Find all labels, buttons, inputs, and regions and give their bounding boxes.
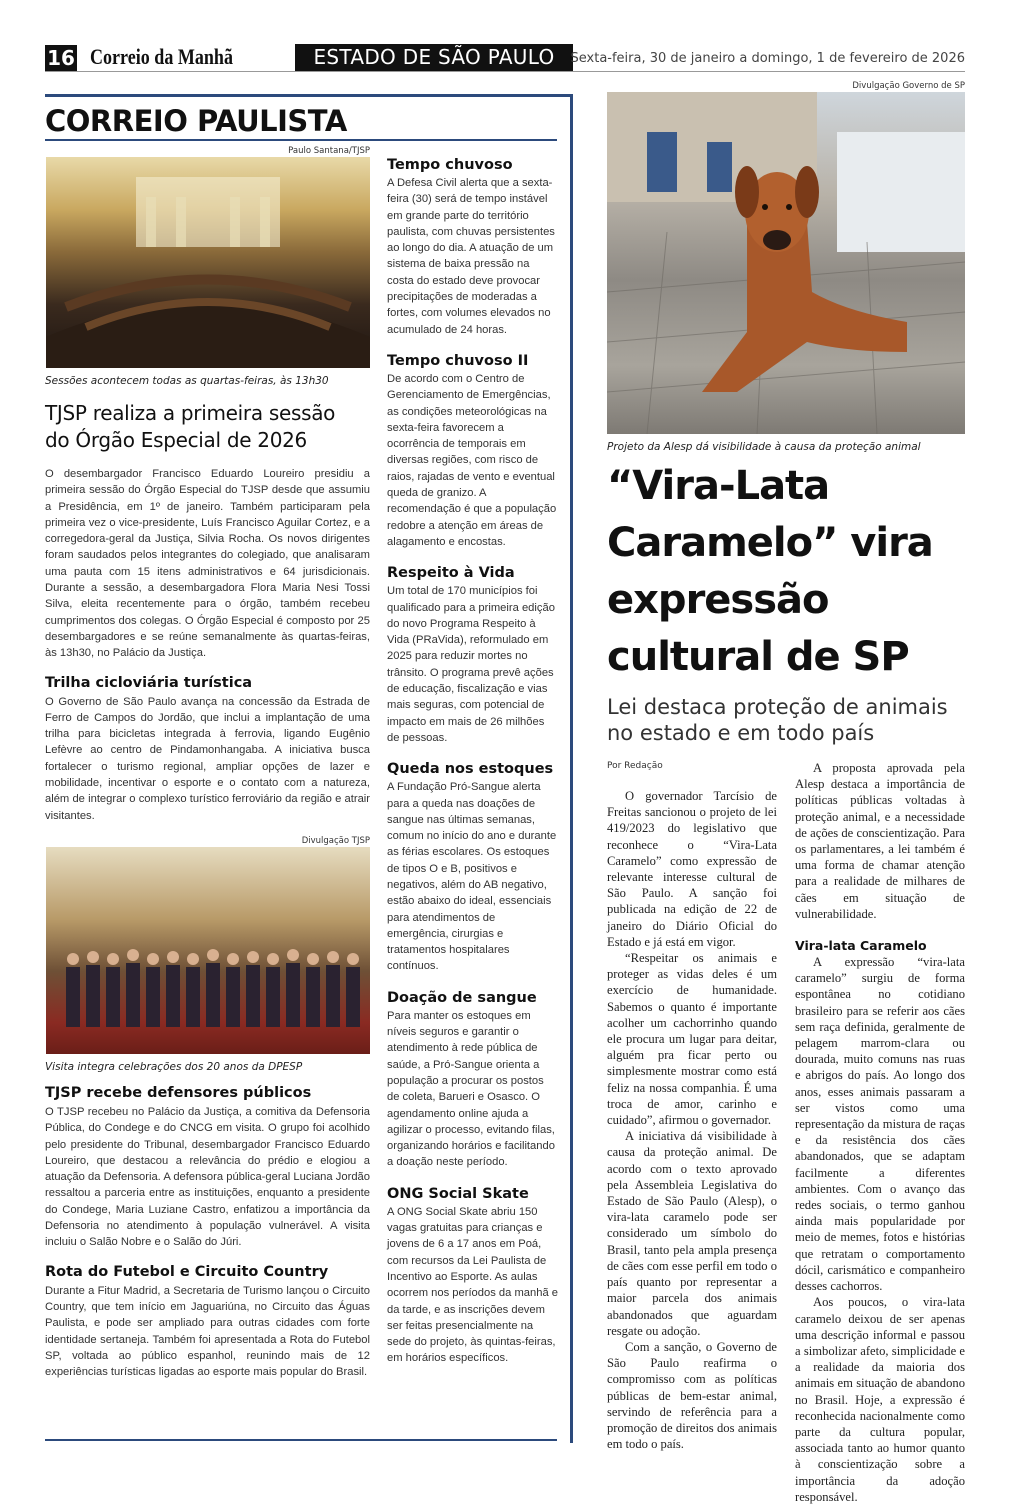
briefs-column <box>387 156 559 1367</box>
photo-caption: Projeto da Alesp dá visibilidade à causa da proteção animal <box>607 441 921 453</box>
photo-credit: Paulo Santana/TJSP <box>288 146 370 156</box>
page-number: 16 <box>45 45 77 71</box>
brief-body: O TJSP recebeu no Palácio da Justiça, a comitiva da Defensoria Pública, do Condege e do CNCG em visita. O grupo foi acolhido pelo presidente do Tribunal, desembargador Francisco Eduardo Loureiro, que destacou a relevância do prédio e elogiou a atuação da Defensoria. A defensora pública-geral Luciana Jordão ressaltou a parceria entre as instituições, enquanto a presidente do Condege, Maria Luziane Castro, enfatizou a importância da Defensoria no atendimento à população vulnerável. A visita incluiu o Salão Nobre e o Salão do Júri. <box>45 1105 370 1249</box>
brief-title: ONG Social Skate <box>387 1185 529 1202</box>
photo-caption: Sessões acontecem todas as quartas-feiras, às 13h30 <box>45 375 329 387</box>
article-paragraph: A expressão “vira-lata caramelo” surgiu de forma espontânea no cotidiano brasileiro para se referir aos cães sem raça definida, geralmente de pelagem marrom-clara ou dourada, muito comuns nas ruas e abrigos do país. Ao longo dos anos, esses animais passaram a ser vistos como uma representação da mistura de raças e da resistência dos cães abandonados, que se adaptam facilmente a diferentes ambientes. Com o avanço das redes sociais, o termo ganhou ainda mais popularidade por meio de memes, fotos e histórias que retratam o comportamento dócil, carismático e companheiro desses cachorros. <box>795 955 965 1294</box>
article-paragraph: Com a sanção, o Governo de São Paulo reafirma o compromisso com as políticas públicas de bem-estar animal, servindo de referência para a promoção de direitos dos animais em todo o país. <box>607 1339 777 1452</box>
brief-body: O Governo de São Paulo avança na concessão da Estrada de Ferro de Campos do Jordão, que inclui a implantação de uma trilha para bicicletas integrada à ferrovia, ligando Eugênio Lefèvre ao centro de Pindamonhangaba. A iniciativa busca fortalecer o turismo regional, ampliar opções de lazer e mobilidade, incentivar o esporte e o contato com a natureza, além de integrar o complexo turístico ferroviário da região e atrair visitantes. <box>45 695 370 822</box>
main-headline: TJSP realiza a primeira sessão do Órgão Especial de 2026 <box>45 401 336 452</box>
section-title: ESTADO DE SÃO PAULO <box>295 44 573 71</box>
article-paragraph: Aos poucos, o vira-lata caramelo deixou de ser apenas uma descrição informal e passou a simbolizar afeto, simplicidade e a realidade da maioria dos animais em situação de abandono no Brasil. Hoje, a expressão é reconhecida nacionalmente como parte da cultura popular, associada tanto ao humor quanto à conscientização sobre a importância da adoção responsável. <box>795 1295 965 1504</box>
article-columns <box>607 760 965 1505</box>
brief-title: Tempo chuvoso II <box>387 352 529 369</box>
column-title: CORREIO PAULISTA <box>45 104 347 138</box>
article-paragraph: “Respeitar os animais e proteger as vidas deles é um exercício de humanidade. Sabemos o quanto é importante acolher um cachorrinho quando ele procura um lugar para deitar, alguém pra ficar perto ou simplesmente mostrar como está feliz na nossa companhia. É uma troca de amor, carinho e cuidado”, afirmou o governador. <box>607 951 777 1128</box>
article-column-2 <box>795 760 965 1505</box>
brief-title: Queda nos estoques <box>387 761 554 778</box>
article-subhead: Vira-lata Caramelo <box>795 938 927 954</box>
brief-title: Doação de sangue <box>387 989 537 1006</box>
photo-plenary-session <box>46 157 370 368</box>
feature-subheadline: Lei destaca proteção de animais no estado e em todo país <box>607 695 948 745</box>
left-column <box>45 146 370 1380</box>
brief-title: Respeito à Vida <box>387 565 515 582</box>
header-rule <box>45 71 965 72</box>
brief-body: A Defesa Civil alerta que a sexta-feira (30) será de tempo instável em grande parte do território paulista, com chuvas persistentes ao longo do dia. A atuação de um sistema de baixa pressão na costa do estado deve provocar precipitações de moderadas a fortes, com volumes elevados no acumulado de 24 horas. <box>387 177 555 336</box>
feature-headline: “Vira-Lata Caramelo” vira expressão cultural de SP <box>607 463 933 680</box>
byline: Por Redação <box>607 761 663 771</box>
photo-credit: Divulgação TJSP <box>301 835 370 846</box>
title-rule <box>45 139 557 141</box>
brief-title: Tempo chuvoso <box>387 157 513 173</box>
photo-group-visit <box>46 847 370 1054</box>
frame-top <box>45 94 573 97</box>
frame-bottom <box>45 1439 557 1441</box>
edition-date: Sexta-feira, 30 de janeiro a domingo, 1 de fevereiro de 2026 <box>570 51 965 66</box>
brief-body: A ONG Social Skate abriu 150 vagas gratuitas para crianças e jovens de 6 a 17 anos em Poá, com recursos da Lei Paulista de Incentivo ao Esporte. As aulas ocorrem nos períodos da manhã e da tarde, e as inscrições devem ser feitas presencialmente na sede do projeto, às quintas-feiras, em horários específicos. <box>387 1205 559 1365</box>
brief-body: Para manter os estoques em níveis seguros e garantir o atendimento à rede pública de saúde, a Pró-Sangue orienta a população a procurar os postos de coleta, Barueri e Osasco. O agendamento online ajuda a agilizar o processo, evitando filas, organizando horários e facilitando a doação neste período. <box>387 1009 555 1169</box>
brief-title: Trilha cicloviária turística <box>45 674 253 691</box>
brief-body: Durante a Fitur Madrid, a Secretaria de Turismo lançou o Circuito Country, que tem início em Jaguariúna, no Circuito das Águas Paulista, e pode ser ampliado para outras cidades com forte identidade sertaneja. Também foi apresentada a Rota do Futebol SP, voltada ao público espanhol, reunindo mais de 12 experiências turísticas ligadas ao esporte mais popular do Brasil. <box>45 1284 370 1379</box>
photo-caramel-dog <box>607 92 965 434</box>
newspaper-name: Correio da Manhã <box>90 44 233 69</box>
brief-title: TJSP recebe defensores públicos <box>45 1084 312 1101</box>
article-column-1-text <box>607 788 777 1452</box>
main-article-body: O desembargador Francisco Eduardo Loureiro presidiu a primeira sessão do Órgão Especial do TJSP desde que assumiu a Presidência, em 1º de janeiro. Também participaram pela primeira vez o vice-presidente, Luís Francisco Aguilar Cortez, e a corregedora-geral da Justiça, Silvia Rocha. Os novos dirigentes foram saudados pelos integrantes do colegiado, que analisaram uma pauta com 15 itens administrativos e 64 jurisdicionais. Durante a sessão, a desembargadora Flora Maria Nesi Tossi Silva, eleita recentemente para o órgão, também recebeu cumprimentos dos colegas. O Órgão Especial é composto por 25 desembargadores e se reúne semanalmente às quartas-feiras, às 13h30, no Palácio da Justiça. <box>45 468 370 660</box>
photo-caption: Visita integra celebrações dos 20 anos da DPESP <box>45 1060 303 1073</box>
brief-body: Um total de 170 municípios foi qualificado para a primeira edição do novo Programa Respeito à Vida (PRaVida), reformulado em 2025 para reduzir mortes no trânsito. O programa prevê ações de educação, fiscalização e vias mais seguras, com potencial de impacto em mais de 26 milhões de pessoas. <box>387 585 555 744</box>
brief-body: A Fundação Pró-Sangue alerta para a queda nas doações de sangue nas últimas semanas, comum no início do ano e durante as férias escolares. Os estoques de tipos O e B, positivos e negativos, além do AB negativo, estão abaixo do ideal, essenciais para atendimentos de emergência, cirurgias e tratamentos hospitalares contínuos. <box>387 781 557 973</box>
article-paragraph: O governador Tarcísio de Freitas sancionou o projeto de lei 419/2023 do legislativo que reconhece o “Vira-Lata Caramelo” como expressão de relevante interesse cultural de São Paulo. A sanção foi publicada na edição de 22 de janeiro do Diário Oficial do Estado e já está em vigor. <box>607 789 777 949</box>
article-paragraph: A proposta aprovada pela Alesp destaca a importância de políticas públicas voltadas à proteção animal, e a necessidade de ações de conscientização. Para os parlamentares, a lei também é uma forma de chamar atenção para a realidade de milhares de cães em situação de vulnerabilidade. <box>795 761 965 921</box>
brief-title: Rota do Futebol e Circuito Country <box>45 1263 329 1280</box>
article-column-1 <box>607 760 777 1505</box>
frame-right <box>570 94 573 1443</box>
photo-credit: Divulgação Governo de SP <box>852 81 965 91</box>
brief-body: De acordo com o Centro de Gerenciamento de Emergências, as condições meteorológicas na sexta-feira favorecem a ocorrência de temporais em diversas regiões, com risco de raios, rajadas de vento e eventual queda de granizo. A recomendação é que a população redobre a atenção em áreas de alagamento e encostas. <box>387 372 557 548</box>
feature-column <box>607 81 965 1505</box>
article-paragraph: A iniciativa dá visibilidade à causa da proteção animal. De acordo com o texto aprovado pela Assembleia Legislativa do Estado de São Paulo (Alesp), o vira-lata caramelo pode ser considerado um símbolo do Brasil, tanto pela ampla presença de cães com esse perfil em todo o país quanto por representar a maior parcela dos animais abandonados que aguardam resgate ou adoção. <box>607 1129 777 1338</box>
